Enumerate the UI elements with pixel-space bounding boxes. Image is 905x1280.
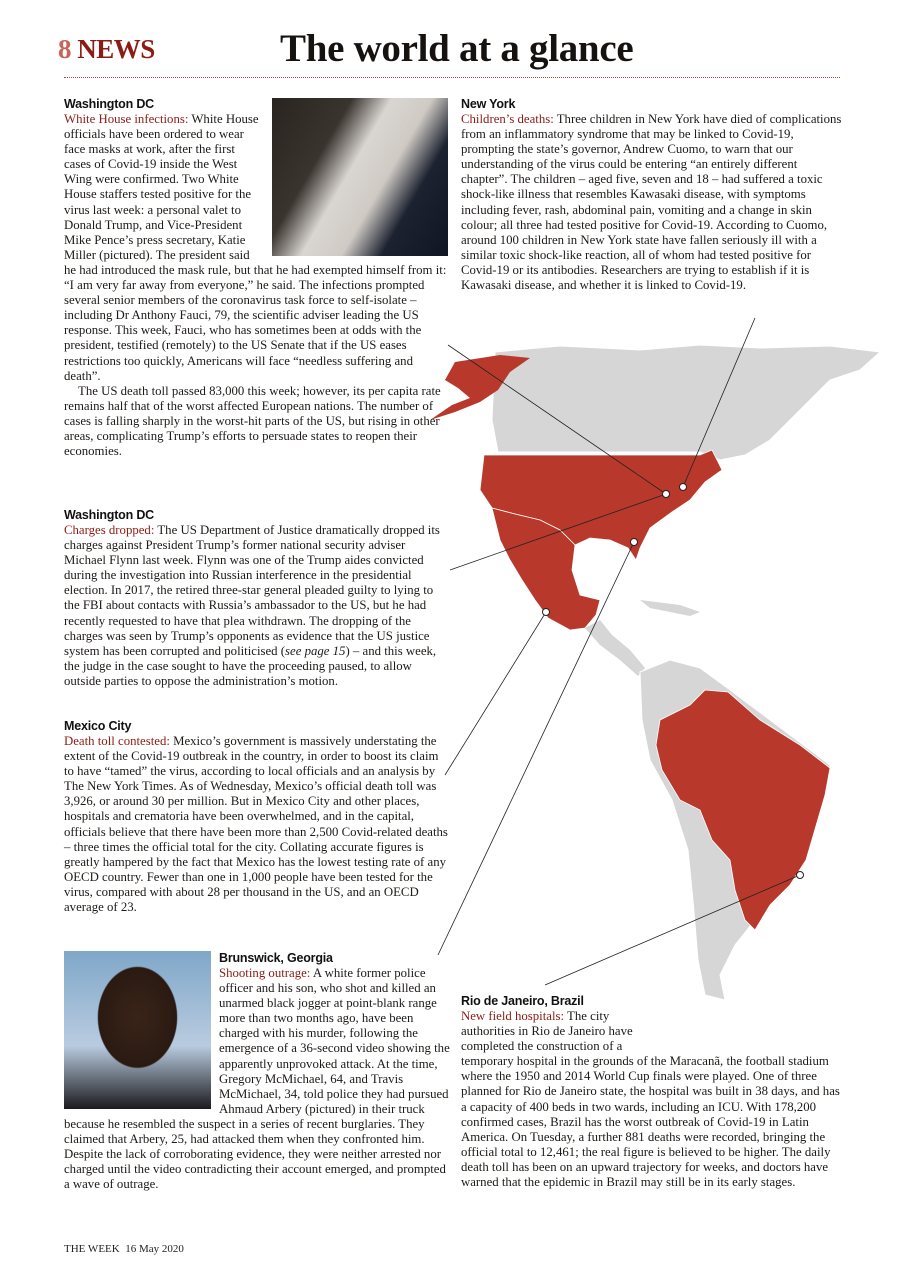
section-name: NEWS (77, 34, 155, 64)
page-reference: see page 15 (285, 643, 346, 658)
story-body: White House officials have been ordered to wear face masks at work, after the first cases of Covid-19 inside the West Wing were confirmed. Two White House staffers tested positive for the virus last week: a personal valet to Donald Trump, and Vice-President Mike Pence’s press secretary, Katie Miller (pictured). The president said he had introduced the mask rule, but that he had exempted himself from it: “I am very far away from everyone,” he said. The infections prompted several senior members of the coronavirus task force to self-isolate – including Dr Anthony Fauci, 79, the scientific adviser leading the US response. This week, Fauci, who has sometimes been at odds with the president, testified (remotely) to the US Senate that if the US eases restrictions too quickly, Americans will face “needless suffering and death”. (64, 112, 447, 383)
page-title: The world at a glance (280, 27, 634, 70)
callout-line-rio (545, 875, 800, 985)
story-mexico (64, 719, 450, 915)
map-caribbean (640, 600, 700, 616)
marker-mexico-city (543, 609, 550, 616)
story-body: A white former police officer and his son, who shot and killed an unarmed black jogger at point-blank range more than two months ago, have been charged with his murder, following the emergence of a 36-second video showing the apparently unprovoked attack. At the time, Gregory McMichael, 64, and Travis McMichael, 34, told police they had pursued Ahmaud Arbery (pictured) in their truck because he resembled the suspect in a series of recent burglaries. They claimed that Arbery, 25, had attacked them when they confronted him. Despite the lack of corroborating evidence, they were neither arrested nor charged until the video contradicting their account emerged, and prompted a wave of outrage. (64, 966, 450, 1192)
story-headline: Children’s deaths: (461, 112, 554, 126)
story-headline: Charges dropped: (64, 523, 155, 537)
marker-brunswick (631, 539, 638, 546)
story-new-york (461, 97, 843, 293)
marker-new-york (680, 484, 687, 491)
story-white-house (64, 97, 448, 459)
story-location: Mexico City (64, 719, 132, 733)
story-body: ) – and this week, the judge in the case sought to have the proceeding paused, to allow outside parties to oppose the administration’s motion. (64, 643, 437, 688)
map-central-america (585, 620, 645, 676)
marker-rio (797, 872, 804, 879)
issue-date: 16 May 2020 (125, 1243, 184, 1255)
photo-katie-miller (272, 98, 448, 256)
page-number: 8 (58, 34, 71, 64)
story-georgia (64, 951, 450, 1192)
story-body: The US Department of Justice dramatically dropped its charges against President Trump’s former national security adviser Michael Flynn last week. Flynn was one of the Trump aides convicted during the investigation into Russian interference in the presidential election. In 2017, the retired three-star general pleaded guilty to lying to the FBI about contacts with Russia’s ambassador to the US, but he had recently requested to have that plea withdrawn. The dropping of the charges was seen by Trump’s opponents as evidence that the US justice system has been corrupted and politicised ( (64, 523, 440, 658)
story-headline: New field hospitals: (461, 1009, 565, 1023)
publication-name: THE WEEK (64, 1243, 120, 1255)
story-body: Three children in New York have died of complications from an inflammatory syndrome that may be linked to Covid-19, prompting the state’s governor, Andrew Cuomo, to warn that our understanding of the virus could be entering “an entirely different chapter”. The children – aged five, seven and 18 – had suffered a toxic shock-like illness that resembles Kawasaki disease, with symptoms including fever, rash, abdominal pain, vomiting and a change in skin colour; all three had tested positive for Covid-19. According to Cuomo, around 100 children in New York state have fallen seriously ill with a similar toxic shock-like reaction, all of whom had tested positive for Covid-19 or its antibodies. Researchers are trying to establish if it is Kawasaki disease, and whether it is linked to Covid-19. (461, 112, 842, 293)
story-body: Mexico’s government is massively understating the extent of the Covid-19 outbreak in the country, in order to boost its claim to have “tamed” the virus, according to local officials and an analysis by The New York Times. As of Wednesday, Mexico’s official death toll was 3,926, or around 30 per million. But in Mexico City and other places, hospitals and crematoria have been overwhelmed, and in the capital, officials believe that there have been more than 2,500 Covid-related deaths – three times the official total for the city. Collating accurate figures is greatly hampered by the fact that Mexico has the lowest testing rate of any OECD country. Fewer than one in 1,000 people have been tested for the virus, compared with about 28 per thousand in the US, and an OECD average of 23. (64, 734, 448, 915)
map-canada (492, 345, 880, 460)
callout-line-mexico (445, 612, 546, 775)
callout-line-georgia (438, 542, 634, 955)
photo-ahmaud-arbery (64, 951, 211, 1109)
story-location: Rio de Janeiro, Brazil (461, 994, 584, 1008)
story-headline: Death toll contested: (64, 734, 170, 748)
story-body: The city authorities in Rio de Janeiro have completed the construction of a temporary hospital in the grounds of the Maracanã, the football stadium where the 1950 and 2014 World Cup finals were played. One of three planned for Rio de Janeiro state, the hospital was built in 38 days, and has a capacity of 400 beds in two wards, including an ICU. With 178,200 confirmed cases, Brazil has the worst outbreak of Covid-19 in Latin America. On Tuesday, a further 881 deaths were recorded, bringing the official total to 12,461; the real figure is believed to be higher. The daily death toll has been on an upward trajectory for weeks, and doctors have warned that the epidemic in Brazil may still be in its early stages. (461, 1009, 840, 1190)
story-location: Washington DC (64, 97, 154, 111)
story-location: New York (461, 97, 516, 111)
marker-washington (663, 491, 670, 498)
map-wrap-spacer (653, 994, 843, 1040)
story-flynn (64, 508, 450, 689)
story-location: Washington DC (64, 508, 154, 522)
story-rio (461, 994, 843, 1190)
story-headline: White House infections: (64, 112, 189, 126)
story-body: The US death toll passed 83,000 this week; however, its per capita rate remains half that of the worst affected European nations. The number of cases is falling sharply in the worst-hit parts of the US, but rising in other areas, complicating Trump’s efforts to persuade states to reopen their economies. (64, 383, 441, 459)
footer (64, 1243, 184, 1255)
story-headline: Shooting outrage: (219, 966, 311, 980)
story-location: Brunswick, Georgia (219, 951, 333, 965)
